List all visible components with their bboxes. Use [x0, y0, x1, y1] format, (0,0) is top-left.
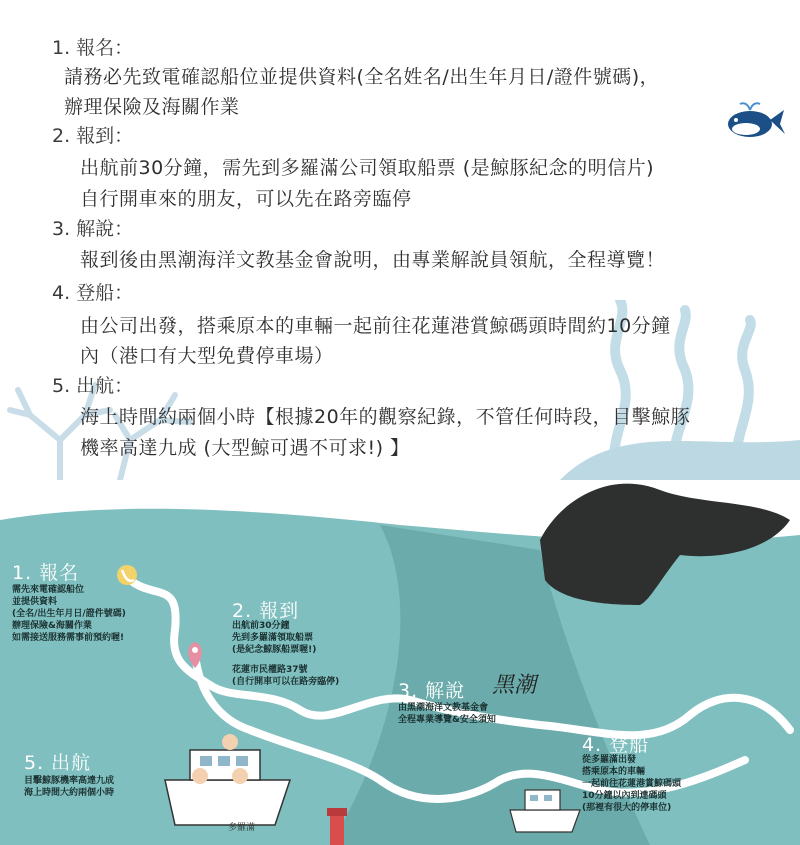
step-4-title: 4. 登船：: [52, 282, 134, 304]
route-map: [0, 480, 800, 845]
phone-icon: [117, 565, 137, 585]
boat-name: 多羅滿: [228, 823, 256, 833]
step-4-line-2: 內（港口有大型免費停車場）: [80, 345, 334, 367]
step-2-line-2: 自行開車來的朋友，可以先在路旁臨停: [80, 188, 412, 210]
map-step-3-desc: 由黑潮海洋文教基金會 全程專業導覽&安全須知: [398, 703, 496, 725]
map-step-1-desc: 需先來電確認船位 並提供資料 (全名/出生年月日/證件號碼) 辦理保險&海關作業 如需接送服務需事前預約喔!: [12, 585, 126, 643]
map-step-2-title: 2. 報到: [232, 600, 300, 622]
map-step-1-title: 1. 報名: [12, 562, 80, 584]
step-2-title: 2. 報到：: [52, 125, 134, 147]
map-step-2-desc: 出航前30分鐘 先到多羅滿領取船票 (是紀念鯨豚船票喔!) 花蓮市民權路37號 (自行開車可以在路旁臨停): [232, 621, 340, 687]
map-step-5-title: 5. 出航: [24, 752, 92, 774]
step-4-line-1: 由公司出發，搭乘原本的車輛一起前往花蓮港賞鯨碼頭時間約10分鐘: [80, 315, 671, 337]
kuroshio-logo: 黑潮: [492, 673, 537, 698]
map-step-3-title: 3. 解說: [398, 680, 466, 702]
lighthouse-icon: [327, 808, 347, 845]
map-step-4-desc: 從多羅滿出發 搭乘原本的車輛 一起前往花蓮港賞鯨碼頭 10分鐘以內到達碼頭 (那裡有很大的停車位): [582, 755, 682, 813]
step-3-line-1: 報到後由黑潮海洋文教基金會說明，由專業解說員領航，全程導覽！: [80, 249, 666, 271]
step-1-line-2: 辦理保險及海關作業: [64, 96, 240, 118]
whale-icon: [722, 100, 787, 140]
step-3-title: 3. 解說：: [52, 218, 134, 240]
map-step-4-title: 4. 登船: [582, 734, 650, 756]
step-1-title: 1. 報名：: [52, 37, 134, 59]
step-5-line-2: 機率高達九成 (大型鯨可遇不可求!) 】: [80, 437, 410, 459]
step-5-title: 5. 出航：: [52, 375, 134, 397]
map-step-5-desc: 目擊鯨豚機率高達九成 海上時間大約兩個小時: [24, 776, 115, 798]
step-2-line-1: 出航前30分鐘，需先到多羅滿公司領取船票 (是鯨豚紀念的明信片): [80, 157, 655, 179]
step-5-line-1: 海上時間約兩個小時【根據20年的觀察紀錄，不管任何時段，目擊鯨豚: [80, 406, 691, 428]
step-1-line-1: 請務必先致電確認船位並提供資料(全名姓名/出生年月日/證件號碼)，: [64, 66, 660, 88]
